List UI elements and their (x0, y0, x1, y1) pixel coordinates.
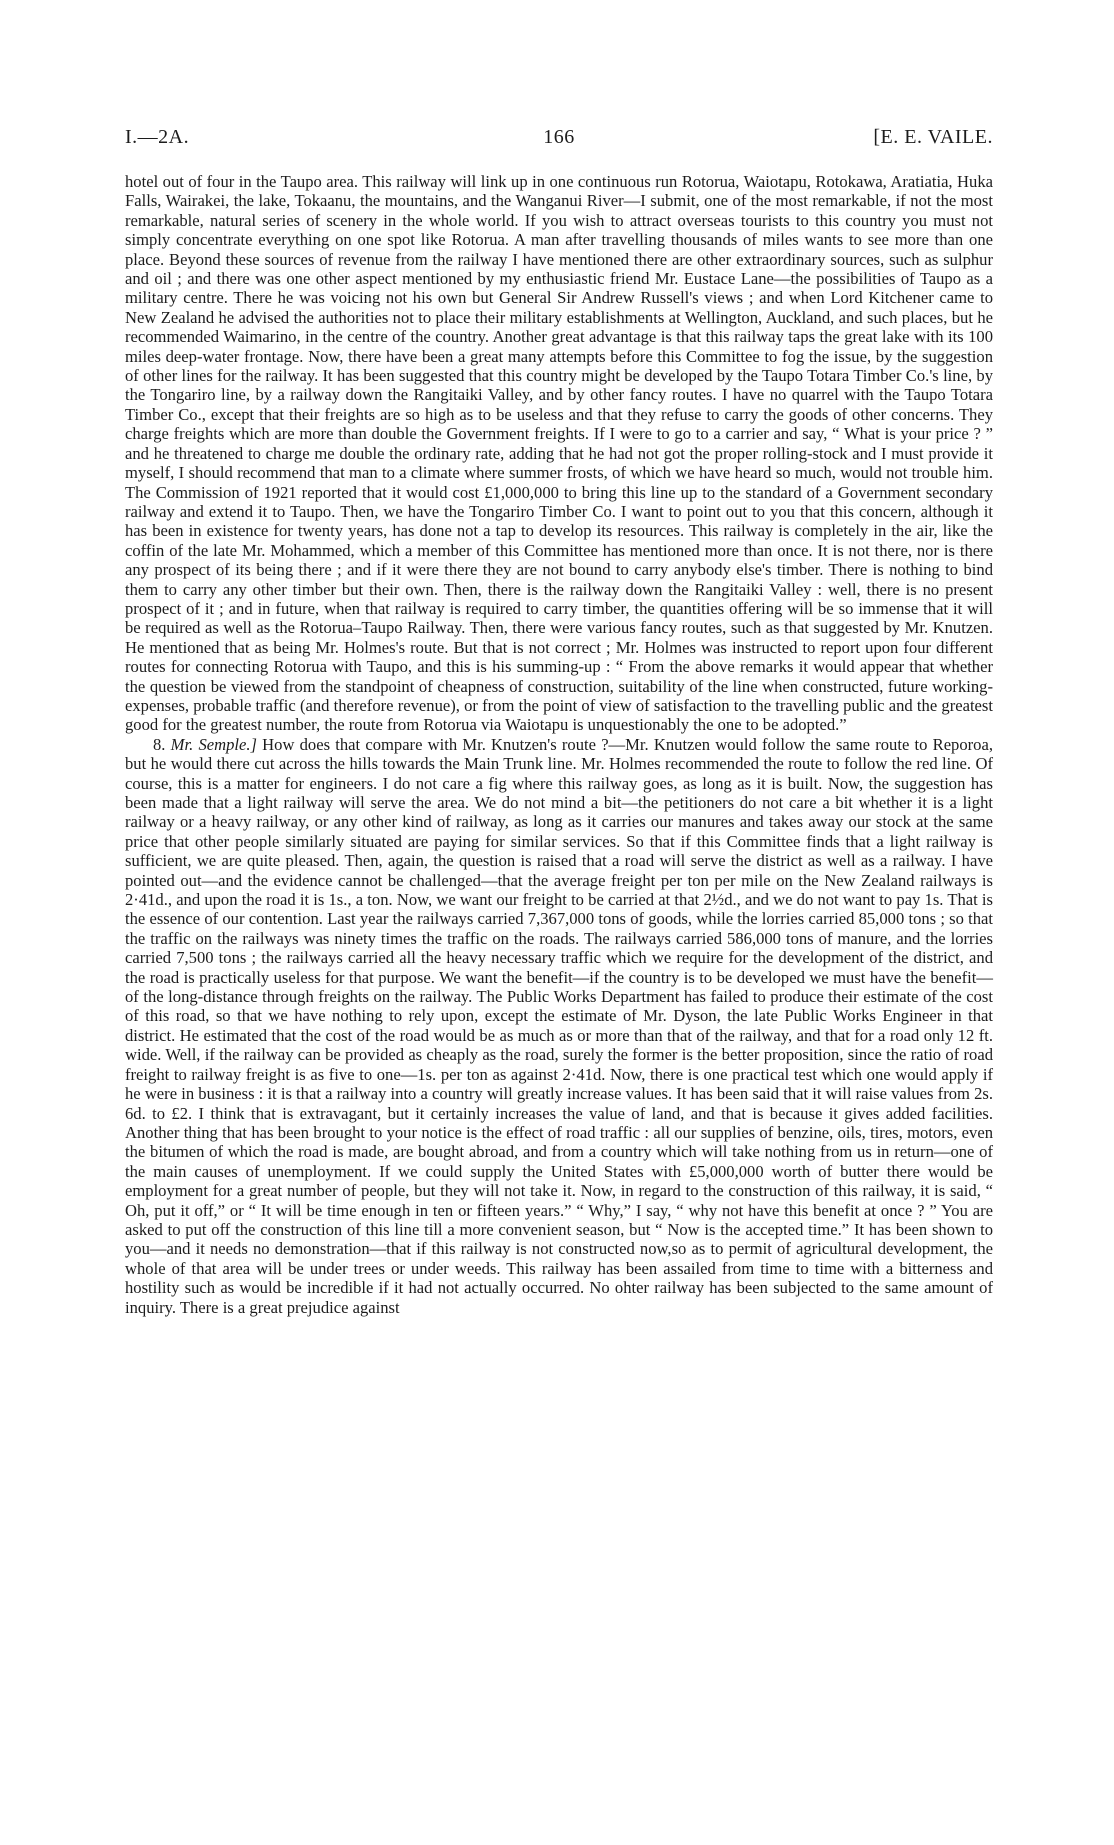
paragraph-text: How does that compare with Mr. Knutzen's route ?—Mr. Knutzen would follow the same route to Reporoa, but he would there cut across the hills towards the Main Trunk line. Mr. Holmes recommended the route to follow the red line. Of course, this is a matter for engineers. I do not care a fig where this railway goes, as long as it is built. Now, the suggestion has been made that a light railway will serve the area. We do not mind a bit—the petitioners do not care a bit whether it is a light railway or a heavy railway, or any other kind of railway, as long as it carries our manures and takes away our stock at the same price that other people similarly situated are paying for similar services. So that if this Committee finds that a light railway is sufficient, we are quite pleased. Then, again, the question is raised that a road will serve the district as well as a railway. I have pointed out—and the evidence cannot be challenged—that the average freight per ton per mile on the New Zealand railways is 2·41d., and upon the road it is 1s., a ton. Now, we want our freight to be carried at that 2½d., and we do not want to pay 1s. That is the essence of our contention. Last year the railways carried 7,367,000 tons of goods, while the lorries carried 85,000 tons ; so that the traffic on the railways was ninety times the traffic on the roads. The railways carried 586,000 tons of manure, and the lorries carried 7,500 tons ; the railways carried all the heavy necessary traffic which we require for the development of the district, and the road is practically useless for that purpose. We want the benefit—if the country is to be developed we must have the benefit—of the long-distance through freights on the railway. The Public Works Department has failed to produce their estimate of the cost of this road, so that we have nothing to rely upon, except the estimate of Mr. Dyson, the late Public Works Engineer in that district. He estimated that the cost of the road would be as much as or more than that of the railway, and that for a road only 12 ft. wide. Well, if the railway can be provided as cheaply as the road, surely the former is the better proposition, since the ratio of road freight to railway freight is as five to one—1s. per ton as against 2·41d. Now, there is one practical test which one would apply if he were in business : it is that a railway into a country will greatly increase values. It has been said that it will raise values from 2s. 6d. to £2. I think that is extravagant, but it certainly increases the value of land, and that is because it gives added facilities. Another thing that has been brought to your notice is the effect of road traffic : all our supplies of benzine, oils, tires, motors, even the bitumen of which the road is made, are bought abroad, and from a country which will take nothing from us in return—one of the main causes of unemployment. If we could supply the United States with £5,000,000 worth of butter there would be employment for a great number of people, but they will not take it. Now, in regard to the construction of this railway, it is said, “ Oh, put it off,” or “ It will be time enough in ten or fifteen years.” “ Why,” I say, “ why not have this benefit at once ? ” You are asked to put off the construction of this line till a more convenient season, but “ Now is the accepted time.” It has been shown to you—and it needs no demonstration—that if this railway is not constructed now,so as to permit of agricultural development, the whole of that area will be under trees or under weeds. This railway has been assailed from time to time with a bitterness and hostility such as would be incredible if it had not actually occurred. No ohter railway has been subjected to the same amount of inquiry. There is a great prejudice against (125, 734, 993, 1317)
document-reference: I.—2A. (125, 126, 190, 148)
speaker-heading: [E. E. VAILE. (873, 126, 993, 148)
body-text (125, 172, 993, 1317)
paragraph-text: hotel out of four in the Taupo area. This railway will link up in one continuous run Rotorua, Waiotapu, Rotokawa, Aratiatia, Huka Falls, Wairakei, the lake, Tokaanu, the mountains, and the Wanganui River—I submit, one of the most remarkable, if not the most remarkable, natural series of scenery in the whole world. If you wish to attract overseas tourists to this country you must not simply concentrate everything on one spot like Rotorua. A man after travelling thousands of miles wants to see more than one place. Beyond these sources of revenue from the railway I have mentioned there are other extraordinary sources, such as sulphur and oil ; and there was one other aspect mentioned by my enthusiastic friend Mr. Eustace Lane—the possibilities of Taupo as a military centre. There he was voicing not his own but General Sir Andrew Russell's views ; and when Lord Kitchener came to New Zealand he advised the authorities not to place their military establishments at Wellington, Auckland, and such places, but he recommended Waimarino, in the centre of the country. Another great advantage is that this railway taps the great lake with its 100 miles deep-water frontage. Now, there have been a great many attempts before this Committee to fog the issue, by the suggestion of other lines for the railway. It has been suggested that this country might be developed by the Taupo Totara Timber Co.'s line, by the Tongariro line, by a railway down the Rangitaiki Valley, and by other fancy routes. I have no quarrel with the Taupo Totara Timber Co., except that their freights are so high as to be useless and that they refuse to carry the goods of other concerns. They charge freights which are more than double the Government freights. If I were to go to a carrier and say, “ What is your price ? ” and he threatened to charge me double the ordinary rate, adding that he had not got the proper rolling-stock and I must provide it myself, I should recommend that man to a climate where summer frosts, of which we have heard so much, would not trouble him. The Commission of 1921 reported that it would cost £1,000,000 to bring this line up to the standard of a Government secondary railway and extend it to Taupo. Then, we have the Tongariro Timber Co. I want to point out to you that this concern, although it has been in existence for twenty years, has done not a tap to develop its resources. This railway is completely in the air, like the coffin of the late Mr. Mohammed, which a member of this Committee has mentioned more than once. It is not there, nor is there any prospect of its being there ; and if it were there they are not bound to carry anybody else's timber. There is nothing to bind them to carry any other timber but their own. Then, there is the railway down the Rangitaiki Valley : well, there is no present prospect of it ; and in future, when that railway is required to carry timber, the quantities offering will be so immense that it will be required as well as the Rotorua–Taupo Railway. Then, there were various fancy routes, such as that suggested by Mr. Knutzen. He mentioned that as being Mr. Holmes's route. But that is not correct ; Mr. Holmes was instructed to report upon four different routes for connecting Rotorua with Taupo, and this is his summing-up : “ From the above remarks it would appear that whether the question be viewed from the standpoint of cheapness of construction, suitability of the line when constructed, future working-expenses, probable traffic (and therefore revenue), or from the point of view of satisfaction to the travelling public and the greatest good for the greatest number, the route from Rotorua via Waiotapu is unquestionably the one to be adopted.” (125, 172, 993, 735)
speaker-name: Mr. Semple.] (170, 734, 257, 754)
paragraph (125, 172, 993, 735)
page-header (125, 126, 993, 156)
page-number: 166 (543, 126, 575, 148)
question-number: 8. (153, 734, 166, 754)
paragraph (125, 735, 993, 1317)
